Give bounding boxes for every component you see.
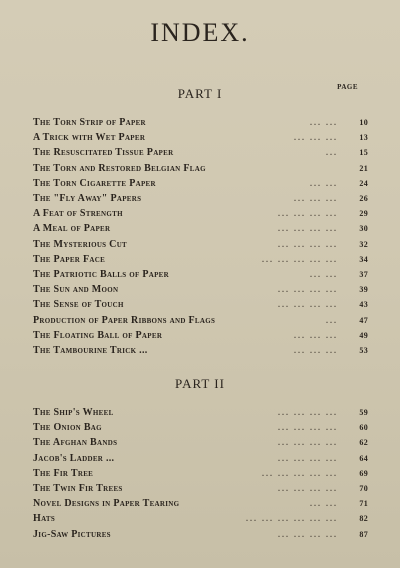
leader-dots: ... ... ... ...: [278, 209, 338, 219]
index-entry: [33, 420, 368, 435]
entry-title: The Tambourine Trick ...: [33, 344, 148, 356]
part-2-heading: PART II: [175, 376, 225, 391]
index-entry: [33, 115, 368, 130]
entry-page-number: 59: [359, 408, 368, 418]
entry-page-number: 34: [359, 254, 368, 264]
leader-dots: ... ... ... ...: [278, 300, 338, 310]
entry-title: The Mysterious Cut: [33, 238, 128, 250]
entry-title: Hats: [33, 513, 56, 525]
leader-dots: ... ... ... ...: [278, 529, 338, 539]
index-entry: [33, 191, 368, 206]
index-entry: [33, 206, 368, 221]
entry-page-number: 60: [359, 423, 368, 433]
entry-page-number: 49: [359, 330, 368, 340]
entry-title: The Floating Ball of Paper: [33, 329, 163, 341]
index-entry: [33, 161, 368, 176]
entry-title: The Sun and Moon: [33, 284, 119, 296]
entry-page-number: 30: [359, 224, 368, 234]
index-entry: [33, 282, 368, 297]
leader-dots: ... ... ... ...: [278, 453, 338, 463]
entry-title: Jacob's Ladder ...: [33, 452, 115, 464]
leader-dots: ... ... ... ...: [278, 285, 338, 295]
entry-page-number: 82: [359, 514, 368, 524]
entry-title: The "Fly Away" Papers: [33, 193, 142, 205]
entry-title: The Afghan Bands: [33, 437, 118, 449]
leader-dots: ... ... ... ...: [278, 239, 338, 249]
entry-page-number: 21: [359, 163, 368, 173]
index-entry: [33, 221, 368, 236]
entry-title: Production of Paper Ribbons and Flags: [33, 314, 216, 326]
entry-page-number: 69: [359, 468, 368, 478]
index-entry: [33, 343, 368, 358]
entry-title: The Torn Cigarette Paper: [33, 177, 156, 189]
leader-dots: ... ... ... ...: [278, 438, 338, 448]
entry-title: The Torn and Restored Belgian Flag: [33, 162, 206, 174]
entry-page-number: 53: [359, 345, 368, 355]
entry-page-number: 62: [359, 438, 368, 448]
entry-title: A Trick with Wet Paper: [33, 132, 146, 144]
part-1-entries: [33, 115, 368, 358]
part-1-heading: PART I: [177, 86, 223, 101]
entry-title: The Paper Face: [33, 253, 106, 265]
entry-title: A Meal of Paper: [33, 223, 111, 235]
entry-page-number: 15: [359, 148, 368, 158]
index-entry: [33, 481, 368, 496]
entry-page-number: 39: [359, 285, 368, 295]
leader-dots: ...: [326, 315, 338, 325]
entry-page-number: 87: [359, 529, 368, 539]
index-entry: [33, 252, 368, 267]
entry-page-number: 32: [359, 239, 368, 249]
index-entry: [33, 496, 368, 511]
leader-dots: ... ... ...: [294, 194, 338, 204]
entry-title: A Feat of Strength: [33, 208, 123, 220]
index-entry: [33, 527, 368, 542]
entry-page-number: 13: [359, 133, 368, 143]
entry-title: The Twin Fir Trees: [33, 483, 123, 495]
entry-title: Jig-Saw Pictures: [33, 528, 111, 540]
index-entry: [33, 130, 368, 145]
leader-dots: ... ...: [310, 118, 338, 128]
leader-dots: ... ... ... ...: [278, 224, 338, 234]
leader-dots: ... ... ... ... ...: [262, 468, 338, 478]
leader-dots: ... ... ...: [294, 345, 338, 355]
index-entry: [33, 451, 368, 466]
leader-dots: ... ... ... ...: [278, 408, 338, 418]
entry-title: The Fir Tree: [33, 467, 94, 479]
leader-dots: ...: [326, 148, 338, 158]
index-entry: [33, 267, 368, 282]
index-entry: [33, 435, 368, 450]
leader-dots: ... ... ... ... ...: [262, 254, 338, 264]
entry-page-number: 37: [359, 269, 368, 279]
part-2-entries: [33, 405, 368, 542]
entry-page-number: 29: [359, 209, 368, 219]
entry-title: The Sense of Touch: [33, 299, 124, 311]
leader-dots: ... ...: [310, 178, 338, 188]
index-entry: [33, 511, 368, 526]
entry-page-number: 26: [359, 194, 368, 204]
leader-dots: ... ... ...: [294, 133, 338, 143]
index-entry: [33, 312, 368, 327]
entry-page-number: 70: [359, 484, 368, 494]
leader-dots: ... ...: [310, 269, 338, 279]
entry-title: Novel Designs in Paper Tearing: [33, 498, 180, 510]
leader-dots: ... ...: [310, 499, 338, 509]
leader-dots: ... ... ... ...: [278, 423, 338, 433]
leader-dots: ... ... ...: [294, 330, 338, 340]
entry-title: The Resuscitated Tissue Paper: [33, 147, 174, 159]
entry-page-number: 43: [359, 300, 368, 310]
entry-page-number: 71: [359, 499, 368, 509]
entry-title: The Ship's Wheel: [33, 407, 114, 419]
page-title: INDEX.: [150, 18, 250, 47]
entry-page-number: 10: [359, 118, 368, 128]
leader-dots: ... ... ... ...: [278, 484, 338, 494]
entry-title: The Patriotic Balls of Paper: [33, 268, 170, 280]
index-entry: [33, 176, 368, 191]
index-entry: [33, 145, 368, 160]
entry-page-number: 24: [359, 178, 368, 188]
entry-title: The Torn Strip of Paper: [33, 117, 146, 129]
entry-page-number: 47: [359, 315, 368, 325]
entry-title: The Onion Bag: [33, 422, 102, 434]
leader-dots: ... ... ... ... ... ...: [246, 514, 338, 524]
index-entry: [33, 328, 368, 343]
page-column-label: PAGE: [337, 83, 358, 91]
index-entry: [33, 405, 368, 420]
entry-page-number: 64: [359, 453, 368, 463]
index-entry: [33, 297, 368, 312]
index-entry: [33, 466, 368, 481]
index-entry: [33, 237, 368, 252]
